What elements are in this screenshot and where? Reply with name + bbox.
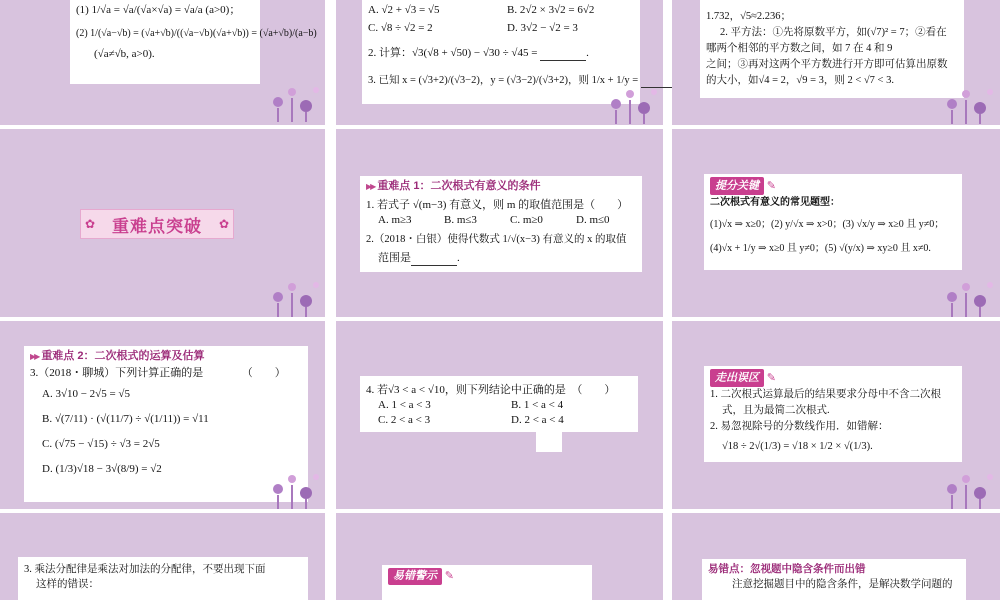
flower-decoration [268, 467, 324, 509]
option-a: A. 3√10 − 2√5 = √5 [42, 388, 130, 400]
tips-heading: 提分关键 ✎ [710, 177, 956, 195]
arrow-icon: ▶▶ [30, 352, 39, 361]
slide-panel-6 [672, 129, 1000, 317]
slide-panel-5 [336, 129, 663, 317]
option-a: A. √2 + √3 = √5 [368, 4, 440, 16]
flower-decoration [942, 275, 998, 317]
flower-decoration [268, 275, 324, 317]
mistakes-card [704, 366, 962, 462]
pitfall-line-1: 注意挖掘题目中的隐含条件，是解决数学问题的 [732, 579, 953, 590]
option-a: A. m≥3 [378, 214, 412, 226]
option-b: B. 1 < a < 4 [511, 399, 564, 411]
question-1: 1. 若式子 √(m−3) 有意义，则 m 的取值范围是（ ） [366, 199, 629, 211]
slide-panel-9 [672, 321, 1000, 509]
option-b: B. 2√2 × 3√2 = 6√2 [507, 4, 595, 16]
mistakes-line-1: 1. 二次根式运算最后的结果要求分母中不含二次根 [710, 389, 941, 400]
warning-card [382, 565, 592, 600]
slide-panel-7 [0, 321, 325, 509]
mistakes-line-3: 2. 易忽视除号的分数线作用．如错解： [710, 421, 889, 432]
slide-panel-3 [672, 0, 1000, 125]
method-line-1: 1.732，√5≈2.236； [706, 11, 792, 22]
warning-badge: 易错警示 [388, 568, 442, 585]
question-3: 3.（2018・聊城）下列计算正确的是 （ ） [30, 367, 286, 379]
option-d: D. m≤0 [576, 214, 610, 226]
tips-card [704, 174, 962, 270]
section-banner: ✿ 重难点突破 ✿ [80, 209, 234, 239]
formula-card [70, 0, 317, 84]
section-heading: ▶▶ 重难点 2：二次根式的运算及估算 [30, 350, 205, 362]
question-2: 2. 计算：√3(√8 + √50) − √30 ÷ √45 = . [368, 47, 589, 59]
formula-line-3: (√a≠√b, a>0). [94, 48, 155, 60]
formula-line-1: (1) 1/√a = √a/(√a×√a) = √a/a (a>0)； [76, 4, 241, 16]
mistakes-line-4: √18 ÷ 2√(1/3) = √18 × 1/2 × √(1/3). [722, 441, 873, 452]
slide-panel-10 [0, 513, 325, 600]
flower-decoration [942, 467, 998, 509]
pencil-icon: ✎ [764, 180, 776, 192]
method-line-2: 2. 平方法：①先将原数平方，如(√7)² = 7；②看在 [720, 27, 947, 38]
arrow-icon: ▶▶ [366, 182, 375, 191]
method-line-4: 之间；③再对这两个平方数进行开方即可估算出原数 [706, 59, 948, 70]
option-c: C. 2 < a < 3 [378, 414, 431, 426]
question-card [362, 0, 640, 104]
text-card [18, 557, 308, 600]
option-c: C. √8 ÷ √2 = 2 [368, 22, 433, 34]
section-heading: ▶▶ 重难点 1：二次根式有意义的条件 [366, 180, 541, 192]
slide-panel-12 [672, 513, 1000, 600]
flower-decoration [268, 78, 324, 124]
option-a: A. 1 < a < 3 [378, 399, 431, 411]
option-d: D. 2 < a < 4 [511, 414, 564, 426]
question-3: 3. 已知 x = (√3+2)/(√3−2)，y = (√3−2)/(√3+2)，则 1/x + 1/y = [368, 73, 634, 88]
card-tab [536, 432, 562, 452]
question-2-cont: 范围是 . [378, 252, 460, 264]
option-b: B. m≤3 [444, 214, 477, 226]
slide-panel-8 [336, 321, 663, 509]
question-2: 2.（2018・白银）使得代数式 1/√(x−3) 有意义的 x 的取值 [366, 234, 627, 245]
flower-decoration [942, 84, 998, 124]
pencil-icon: ✎ [764, 372, 776, 384]
slide-panel-1 [0, 0, 325, 125]
option-d: D. 3√2 − √2 = 3 [507, 22, 578, 34]
option-c: C. m≥0 [510, 214, 543, 226]
method-card [700, 0, 964, 98]
question-4: 4. 若√3 < a < √10，则下列结论中正确的是 （ ） [366, 384, 616, 396]
method-line-3: 哪两个相邻的平方数之间，如 7 在 4 和 9 [706, 43, 893, 54]
slide-panel-11 [336, 513, 663, 600]
mistakes-line-2: 式，且为最简二次根式. [722, 405, 830, 416]
tips-line-1: (1)√x ⇒ x≥0；(2) y/√x ⇒ x>0；(3) √x/y ⇒ x≥0 且 y≠0； [710, 219, 945, 230]
pitfall-card [702, 559, 966, 600]
method-line-5: 的大小，如√4 = 2，√9 = 3，则 2 < √7 < 3. [706, 75, 894, 86]
question-card [360, 176, 642, 272]
answer-blank [540, 49, 586, 61]
flower-decoration [606, 84, 662, 124]
tips-title: 二次根式有意义的常见题型： [710, 197, 840, 208]
answer-blank [411, 254, 457, 266]
question-card [360, 376, 638, 432]
mistakes-heading: 走出误区 ✎ [710, 369, 956, 387]
option-c: C. (√75 − √15) ÷ √3 = 2√5 [42, 438, 160, 450]
pitfall-title: 易错点：忽视题中隐含条件而出错 [708, 563, 866, 575]
formula-line-2: (2) 1/(√a−√b) = (√a+√b)/((√a−√b)(√a+√b)) = (√a+√b)/(a−b) [76, 28, 317, 39]
text-line-1: 3. 乘法分配律是乘法对加法的分配律，不要出现下面 [24, 564, 266, 575]
slide-panel-2 [336, 0, 663, 125]
pencil-icon: ✎ [442, 570, 454, 582]
option-b: B. √(7/11) · (√(11/7) ÷ √(1/11)) = √11 [42, 413, 209, 425]
text-line-2: 这样的错误： [36, 579, 99, 590]
question-card [24, 346, 308, 502]
tips-line-2: (4)√x + 1/y ⇒ x≥0 且 y≠0；(5) √(y/x) ⇒ xy≥0 且 x≠0. [710, 243, 931, 254]
option-d: D. (1/3)√18 − 3√(8/9) = √2 [42, 463, 162, 475]
